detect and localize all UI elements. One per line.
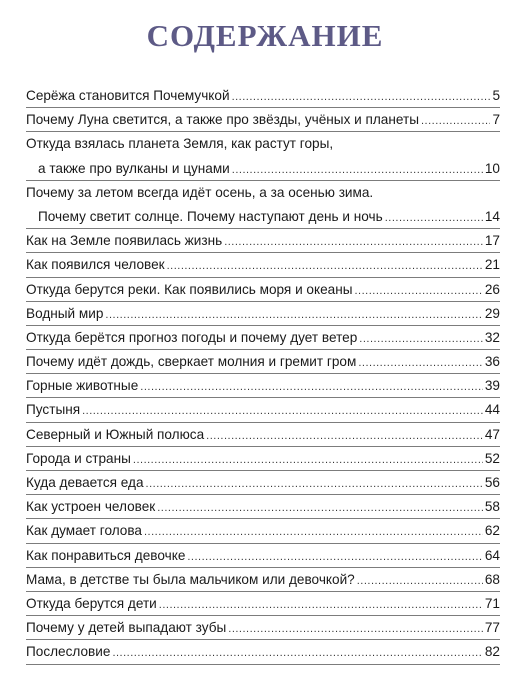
toc-entry-page: 36 xyxy=(484,354,500,370)
toc-entry-page: 5 xyxy=(492,88,500,103)
dot-leader xyxy=(140,375,483,399)
toc-entry xyxy=(26,398,500,422)
toc-entry-title: Куда девается еда xyxy=(26,475,144,490)
toc-entry-title: Как на Земле появилась жизнь xyxy=(26,233,223,249)
toc-entry-title: Северный и Южный полюса xyxy=(26,426,205,442)
toc-entry-title: Почему за летом всегда идёт осень, а за осенью зима. xyxy=(26,184,374,200)
dot-leader xyxy=(157,496,483,520)
dot-leader xyxy=(133,448,483,472)
toc-entry xyxy=(26,519,500,543)
toc-entry xyxy=(26,350,500,374)
dot-leader xyxy=(232,85,491,109)
toc-entry-page: 44 xyxy=(484,402,500,418)
toc-entry-title: Пустыня xyxy=(26,402,81,418)
toc-entry-page: 10 xyxy=(484,160,500,176)
toc-entry-page: 32 xyxy=(484,329,500,345)
toc-entry-page: 52 xyxy=(484,450,500,466)
dot-leader xyxy=(224,230,483,254)
toc-entry xyxy=(26,326,500,350)
toc-entry-title: а также про вулканы и цунами xyxy=(38,160,230,176)
dot-leader xyxy=(232,158,483,182)
toc-entry xyxy=(26,495,500,519)
toc-entry-title: Послесловие xyxy=(26,644,111,660)
toc-entry-title: Почему Луна светится, а также про звёзды, учёных и планеты xyxy=(26,112,419,128)
toc-entry-page: 29 xyxy=(484,305,500,321)
toc-entry xyxy=(26,616,500,640)
dot-leader xyxy=(355,279,483,303)
dot-leader xyxy=(105,303,482,327)
toc-entry xyxy=(26,108,500,132)
toc-entry xyxy=(26,278,500,302)
toc-entry xyxy=(26,447,500,471)
toc-entry-title: Как устроен человек xyxy=(26,499,156,515)
toc-entry-page: 62 xyxy=(484,523,500,539)
dot-leader xyxy=(167,254,483,278)
toc-entry-title: Откуда взялась планета Земля, как растут горы, xyxy=(26,136,334,152)
toc-entry-page: 77 xyxy=(484,620,500,636)
toc-entry-page: 68 xyxy=(484,571,500,587)
table-of-contents xyxy=(26,84,500,665)
toc-entry xyxy=(26,568,500,592)
toc-entry xyxy=(26,253,500,277)
dot-leader xyxy=(112,641,482,665)
dot-leader xyxy=(357,569,483,593)
dot-leader xyxy=(228,617,483,641)
toc-entry xyxy=(26,471,500,495)
toc-entry-page: 58 xyxy=(484,499,500,515)
toc-entry xyxy=(26,157,500,181)
toc-entry xyxy=(26,132,500,156)
toc-entry-title: Откуда берутся реки. Как появились моря и океаны xyxy=(26,281,353,297)
dot-leader xyxy=(385,206,483,230)
toc-entry-title: Как думает голова xyxy=(26,523,142,539)
toc-entry xyxy=(26,423,500,447)
toc-entry-page: 64 xyxy=(484,547,500,563)
dot-leader xyxy=(421,109,490,133)
dot-leader xyxy=(358,351,483,375)
toc-entry xyxy=(26,640,500,664)
toc-entry-page: 14 xyxy=(484,208,500,224)
page-title: СОДЕРЖАНИЕ xyxy=(146,18,384,53)
dot-leader xyxy=(82,399,483,423)
toc-entry-page: 26 xyxy=(484,281,500,297)
toc-entry-page: 39 xyxy=(484,378,500,394)
dot-leader xyxy=(187,545,483,569)
toc-entry-title: Горные животные xyxy=(26,378,139,394)
toc-entry-page: 21 xyxy=(484,257,500,273)
toc-entry-page: 17 xyxy=(484,233,500,249)
dot-leader xyxy=(144,520,483,544)
toc-entry xyxy=(26,544,500,568)
dot-leader xyxy=(146,472,483,496)
toc-entry-title: Мама, в детстве ты была мальчиком или девочкой? xyxy=(26,571,355,587)
toc-entry-title: Почему идёт дождь, сверкает молния и гремит гром xyxy=(26,354,357,370)
dot-leader xyxy=(159,593,483,617)
dot-leader xyxy=(206,424,483,448)
toc-entry xyxy=(26,181,500,205)
dot-leader xyxy=(359,327,483,351)
toc-entry-title: Как появился человек xyxy=(26,257,165,273)
toc-entry xyxy=(26,302,500,326)
toc-entry-page: 82 xyxy=(484,644,500,660)
toc-entry-title: Почему светит солнце. Почему наступают день и ночь xyxy=(38,208,383,224)
toc-entry-title: Водный мир xyxy=(26,305,104,321)
toc-entry-page: 7 xyxy=(492,112,500,128)
toc-entry xyxy=(26,84,500,108)
toc-entry xyxy=(26,229,500,253)
toc-entry xyxy=(26,592,500,616)
toc-entry-page: 47 xyxy=(484,426,500,442)
toc-entry-page: 71 xyxy=(484,595,500,611)
toc-entry-title: Почему у детей выпадают зубы xyxy=(26,620,227,636)
toc-entry-title: Города и страны xyxy=(26,450,131,466)
toc-entry-page: 56 xyxy=(484,475,500,490)
toc-entry-title: Откуда берётся прогноз погоды и почему дует ветер xyxy=(26,329,358,345)
toc-entry xyxy=(26,205,500,229)
toc-entry-title: Серёжа становится Почемучкой xyxy=(26,88,230,103)
toc-entry-title: Откуда берутся дети xyxy=(26,595,157,611)
toc-entry xyxy=(26,374,500,398)
toc-entry-title: Как понравиться девочке xyxy=(26,547,186,563)
